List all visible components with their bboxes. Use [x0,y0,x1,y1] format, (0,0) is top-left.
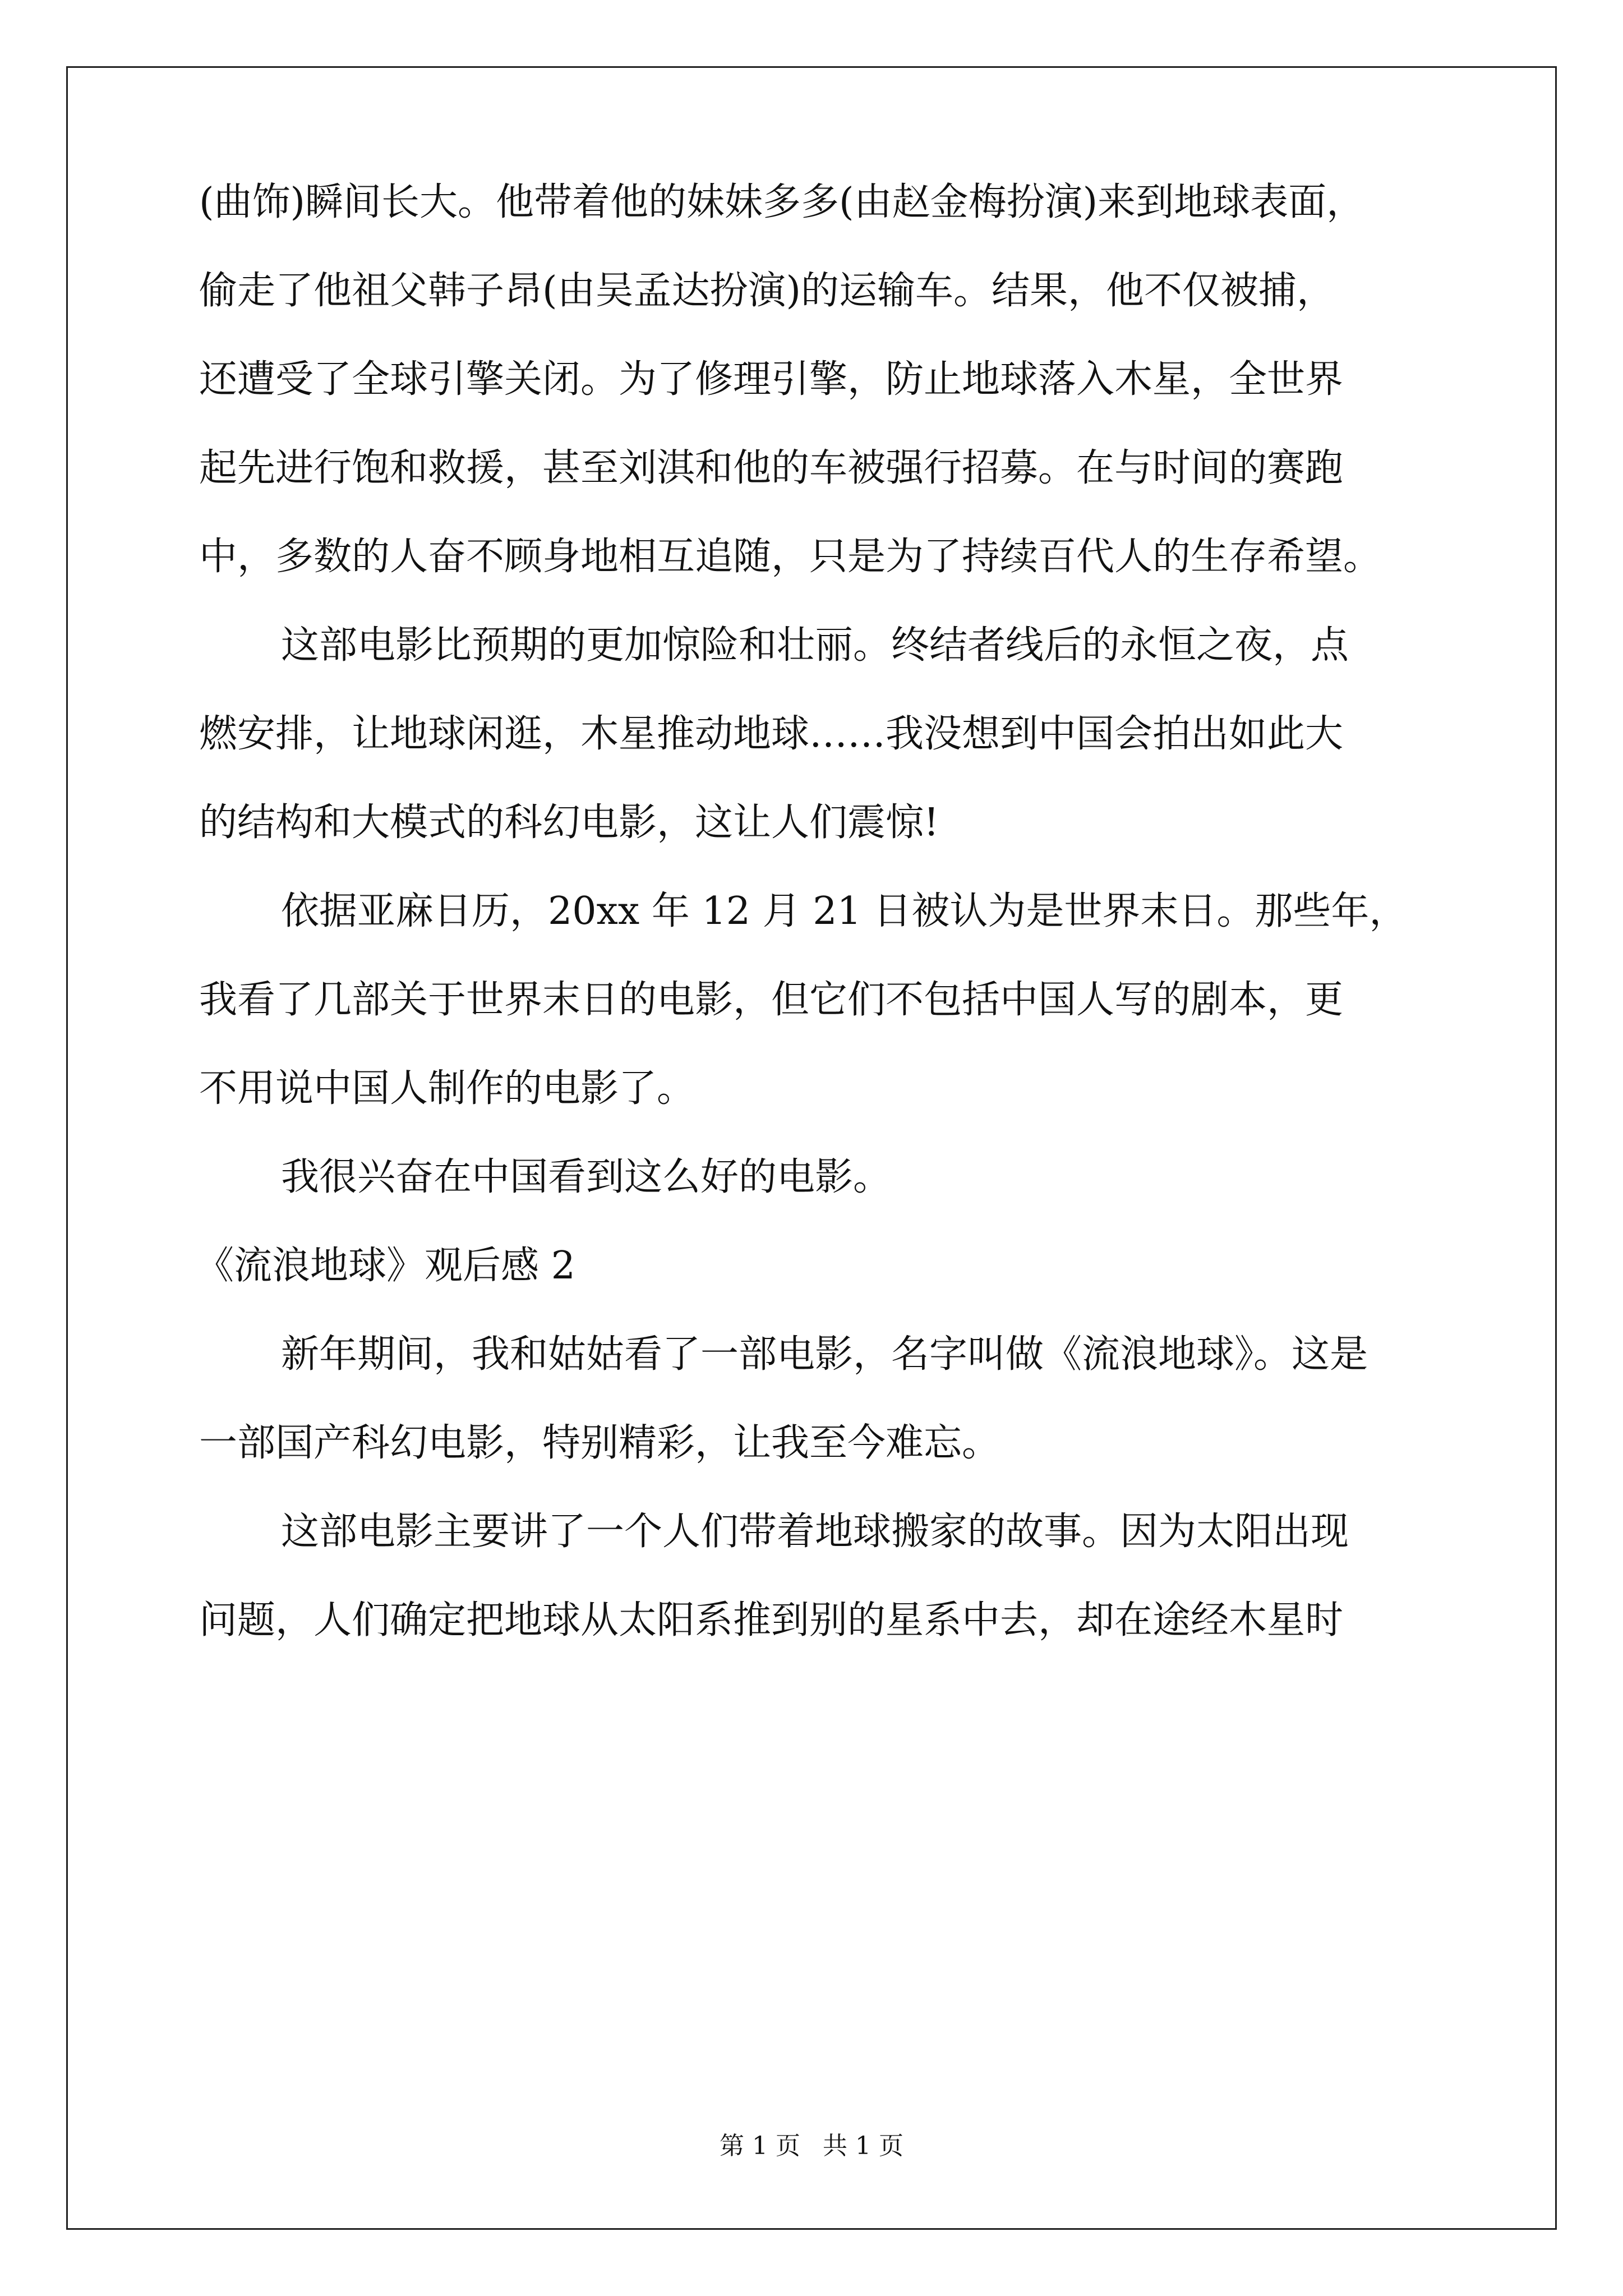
text-line: 我看了几部关于世界末日的电影，但它们不包括中国人写的剧本，更 [199,978,1344,1022]
text-line: 起先进行饱和救援，甚至刘淇和他的车被强行招募。在与时间的赛跑 [199,446,1344,490]
text-line: (曲饰)瞬间长大。他带着他的妹妹多多(由赵金梅扮演)来到地球表面， [199,180,1365,224]
text-line: 问题，人们确定把地球从太阳系推到别的星系中去，却在途经木星时 [199,1598,1344,1642]
text-line: 不用说中国人制作的电影了。 [199,1066,695,1111]
paragraph-start-line: 这部电影主要讲了一个人们带着地球搬家的故事。因为太阳出现 [281,1510,1349,1554]
paragraph-start-line: 这部电影比预期的更加惊险和壮丽。终结者线后的永恒之夜，点 [281,623,1349,668]
paragraph-start-line: 我很兴奋在中国看到这么好的电影。 [281,1155,892,1199]
section-heading: 《流浪地球》观后感 2 [196,1244,575,1288]
page-number: 第 1 页 [720,2132,800,2160]
paragraph-start-line: 新年期间，我和姑姑看了一部电影，名字叫做《流浪地球》。这是 [281,1332,1368,1377]
text-line: 燃安排，让地球闲逛，木星推动地球……我没想到中国会拍出如此大 [199,712,1344,756]
text-line: 偷走了他祖父韩子昂(由吴孟达扮演)的运输车。结果，他不仅被捕， [199,269,1335,313]
text-line: 中，多数的人奋不顾身地相互追随，只是为了持续百代人的生存希望。 [199,535,1382,579]
text-line: 的结构和大模式的科幻电影，这让人们震惊! [199,800,939,845]
text-line: 还遭受了全球引擎关闭。为了修理引擎，防止地球落入木星，全世界 [199,357,1344,402]
text-line: 一部国产科幻电影，特别精彩，让我至今难忘。 [199,1421,1000,1465]
page-total: 共 1 页 [823,2132,903,2160]
page-footer [0,2131,1623,2162]
paragraph-start-line: 依据亚麻日历，20xx 年 12 月 21 日被认为是世界末日。那些年， [281,889,1408,933]
document-body [196,178,1438,1685]
